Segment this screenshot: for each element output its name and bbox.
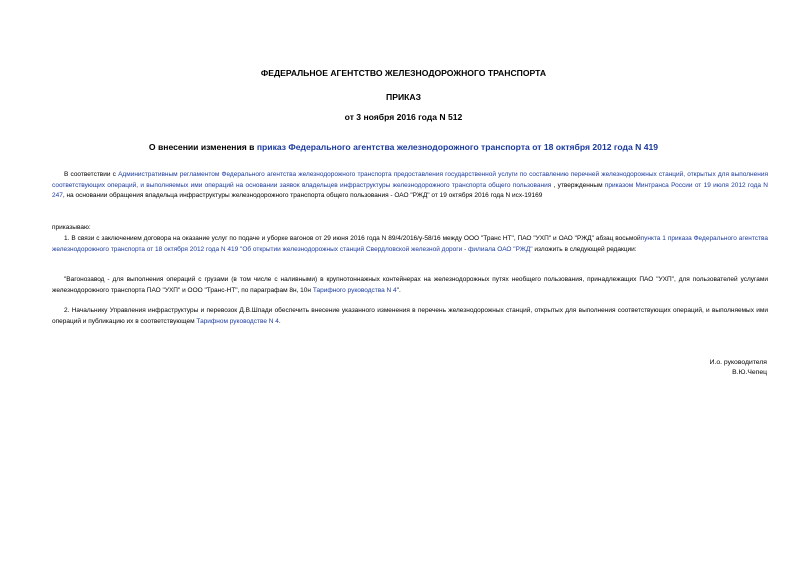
preamble-text-2: , утвержденным [551,181,605,189]
title-prefix: О внесении изменения в [148,142,257,152]
order-419-link[interactable]: пункта 1 приказа Федерального агентства железнодорожного транспорта от 18 октября 2012 года N 419 "Об открытии железнодорожных станций Свердловской железной дороги - филиала ОАО "РЖД" [52,235,768,253]
item-1-paragraph [52,234,768,255]
preamble-text-3: , на основании обращения владельца инфраструктуры железнодорожного транспорта общего пользования - ОАО "РЖД" от 19 октября 2016 года N исх-19169 [62,192,543,199]
mintrans-order-link[interactable]: приказом Минтранса России от 19 июля 2012 года N 247 [52,181,768,199]
document-date-number: от 3 ноября 2016 года N 512 [344,112,463,122]
item-1-text-1: 1. В связи с заключением договора на оказание услуг по подаче и уборке вагонов от 29 июня 2016 года N 89/4/2016/у-58/16 между ООО "Транс НТ", ПАО "УХП" и ОАО "РЖД" абзац восьмой [64,235,641,242]
agency-heading: ФЕДЕРАЛЬНОЕ АГЕНТСТВО ЖЕЛЕЗНОДОРОЖНОГО ТРАНСПОРТА [260,68,547,78]
item-2-paragraph [52,306,768,327]
document-type: ПРИКАЗ [386,92,421,102]
tariff-guide-link[interactable]: Тарифного руководства N 4 [312,286,397,294]
quote-paragraph [52,275,768,296]
preamble-text-1: В соответствии с [64,171,119,178]
item-2-text-1: 2. Начальнику Управления инфраструктуры и перевозок Д.В.Шпади обеспечить внесение указанного изменения в перечень железнодорожных станций, открытых для выполнения соответствующих операций, и выполняемых ими операций и публикацию их в соответствующем [52,307,768,325]
order-word: приказываю: [52,224,91,231]
document-title [0,142,807,153]
item-2-text-2: . [278,317,281,325]
item-1-text-2: изложить в следующей редакции: [532,245,637,253]
quote-text-2: ". [396,286,401,294]
quote-text-1: "Вагонозавод - для выполнения операций с грузами (в том числе с наливными) в крупнотоннажных контейнерах на железнодорожных путях необщего пользования, принадлежащих ПАО "УХП", для пользователей услугами железнодорожного транспорта ПАО "УХП" и ООО "Транс-НТ", по параграфам 8н, 10н [52,276,768,294]
signatory-name: В.Ю.Чепец [732,369,767,376]
signatory-position: И.о. руководителя [709,359,767,366]
preamble-paragraph [52,170,768,202]
tariff-guide-link-2[interactable]: Тарифном руководстве N 4 [196,317,279,325]
title-link[interactable]: приказ Федерального агентства железнодорожного транспорта от 18 октября 2012 года N 419 [256,142,659,152]
regulation-link[interactable]: Административным регламентом Федерального агентства железнодорожного транспорта предоставления государственной услуги по составлению перечней железнодорожных станций, открытых для выполнения соответствующих операций, и выполняемых ими операций на основании заявок владельцев инфраструктуры железнодорожного транспорта общего пользования [52,171,768,189]
